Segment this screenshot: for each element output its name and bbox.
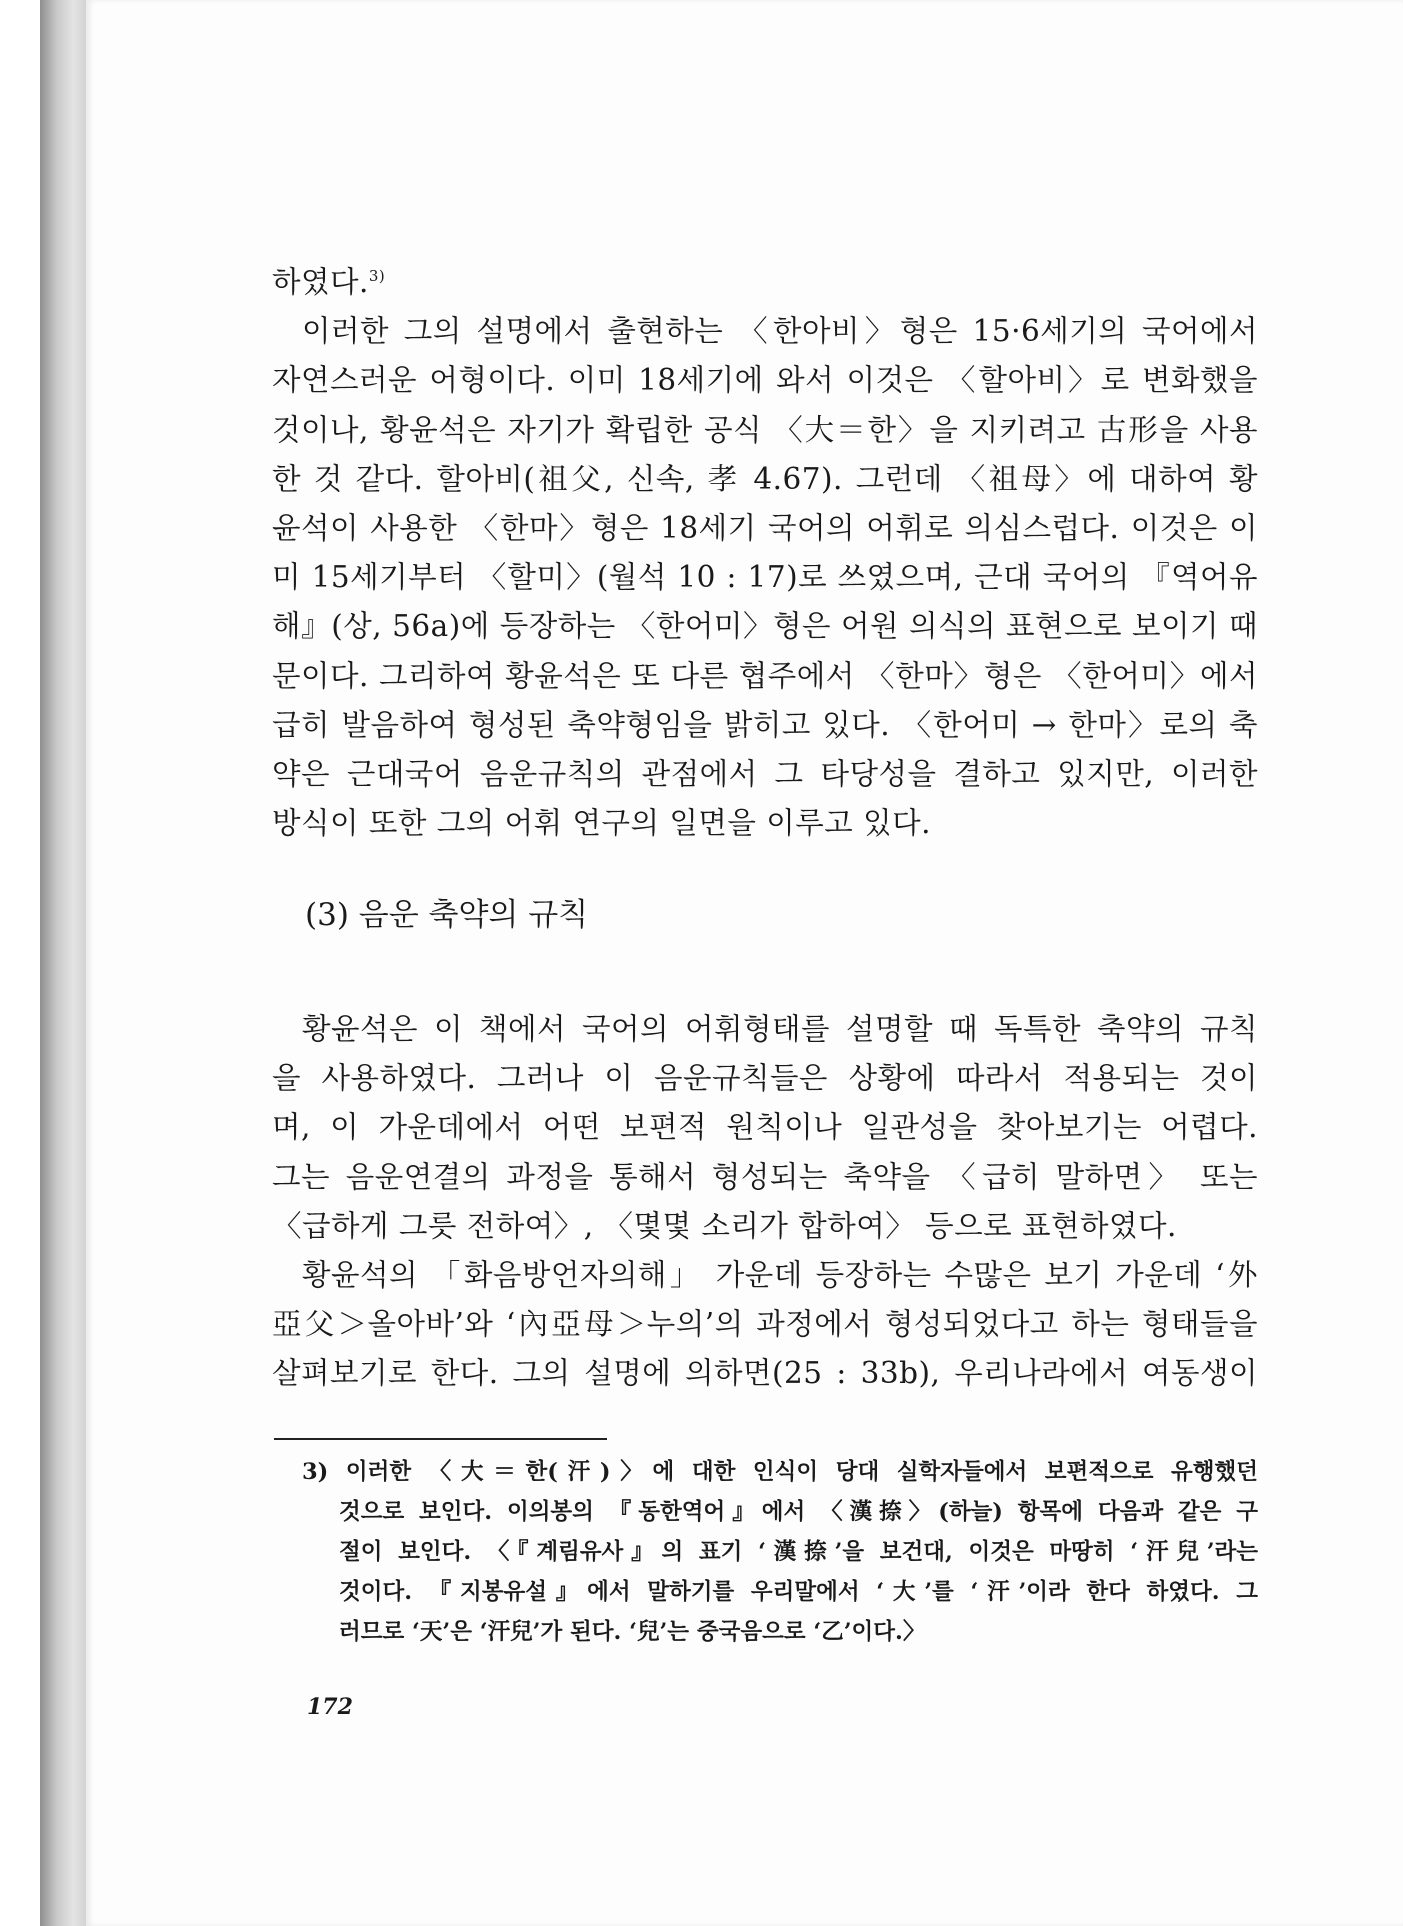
text-line: 을 사용하였다. 그러나 이 음운규칙들은 상황에 따라서 적용되는 것이	[272, 1061, 1258, 1096]
page-number: 172	[307, 1694, 353, 1720]
text-line: 약은 근대국어 음운규칙의 관점에서 그 타당성을 결하고 있지만, 이러한	[272, 757, 1258, 792]
text-line: 亞父＞올아바’와 ‘內亞母＞누의’의 과정에서 형성되었다고 하는 형태들을	[272, 1307, 1258, 1342]
section-heading: (3) 음운 축약의 규칙	[305, 897, 589, 933]
footnote-line: 것이다. 『지봉유설』에서 말하기를 우리말에서 ‘大’를 ‘汗’이라 한다 하였다. 그	[339, 1579, 1258, 1605]
footnote	[304, 1452, 1258, 1652]
text-line: 며, 이 가운데에서 어떤 보편적 원칙이나 일관성을 찾아보기는 어렵다.	[272, 1110, 1258, 1145]
text-line: 급히 발음하여 형성된 축약형임을 밝히고 있다. 〈한어미 → 한마〉로의 축	[272, 707, 1258, 742]
text-line: 그는 음운연결의 과정을 통해서 형성되는 축약을 〈급히 말하면〉 또는	[272, 1159, 1258, 1194]
text-line: 한 것 같다. 할아비(祖父, 신속, 孝 4.67). 그런데 〈祖母〉에 대하여 황	[272, 461, 1258, 496]
footnote-ref[interactable]: 3)	[368, 267, 386, 286]
footnote-rule	[274, 1438, 607, 1440]
text-line: 방식이 또한 그의 어휘 연구의 일면을 이루고 있다.	[272, 806, 931, 841]
text-line: 하였다.$^{3)}$	[272, 265, 386, 299]
paragraph-2	[272, 1005, 1258, 1399]
text-line: 미 15세기부터 〈할미〉(월석 10 : 17)로 쓰였으며, 근대 국어의 『역어유	[272, 560, 1258, 595]
text-line: 황윤석은 이 책에서 국어의 어휘형태를 설명할 때 독특한 축약의 규칙	[302, 1012, 1258, 1046]
footnote-line: 러므로 ‘天’은 ‘汗兒’가 된다. ‘兒’는 중국음으로 ‘乙’이다.〉	[339, 1619, 926, 1645]
page-spine	[40, 0, 88, 1926]
text-line: 것이나, 황윤석은 자기가 확립한 공식 〈大＝한〉을 지키려고 古形을 사용	[272, 412, 1258, 447]
text-line: 해』(상, 56a)에 등장하는 〈한어미〉형은 어원 의식의 표현으로 보이기 때	[272, 609, 1258, 644]
text-line: 문이다. 그리하여 황윤석은 또 다른 협주에서 〈한마〉형은 〈한어미〉에서	[272, 658, 1258, 693]
text-line: 황윤석의 「화음방언자의해」 가운데 등장하는 수많은 보기 가운데 ‘外	[302, 1258, 1258, 1293]
text-line: 자연스러운 어형이다. 이미 18세기에 와서 이것은 〈할아비〉로 변화했을	[272, 363, 1258, 398]
text-line: 〈급하게 그릇 전하여〉, 〈몇몇 소리가 합하여〉 등으로 표현하였다.	[272, 1208, 1177, 1243]
text-line: 살펴보기로 한다. 그의 설명에 의하면(25 : 33b), 우리나라에서 여동생이	[272, 1356, 1258, 1391]
paragraph-1	[272, 258, 1258, 848]
footnote-line: 3) 이러한 〈大＝한(汗)〉에 대한 인식이 당대 실학자들에서 보편적으로 유행했던	[302, 1459, 1258, 1485]
text-line: 윤석이 사용한 〈한마〉형은 18세기 국어의 어휘로 의심스럽다. 이것은 이	[272, 511, 1258, 546]
footnote-line: 것으로 보인다. 이의봉의 『동한역어』에서 〈漢捺〉(하늘) 항목에 다음과 같은 구	[339, 1499, 1258, 1525]
footnote-line: 절이 보인다. 〈『계림유사』의 표기 ‘漢捺’을 보건대, 이것은 마땅히 ‘汗兒’라는	[339, 1539, 1258, 1565]
text-line: 이러한 그의 설명에서 출현하는 〈한아비〉형은 15·6세기의 국어에서	[302, 314, 1258, 349]
